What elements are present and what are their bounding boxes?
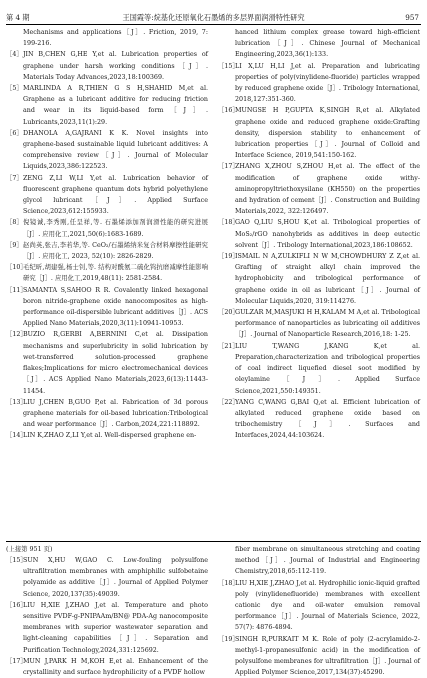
reference-text: LIU H,XIE J,ZHAO J,et al. Hydrophilic ionic-liquid grafted poly (vinylidenefluoride) membranes with excellent cationic dye and oil-water emulsion removal performance［J］. Journal of Materials Science, 2022, 57(7): 4876-4894. xyxy=(235,579,420,632)
reference-text: SINGH R,PURKAIT M K. Role of poly (2-acrylamido-2-methyl-1-propanesulfonic acid) in the modification of polysulfone membranes for ultrafiltration［J］. Journal of Applied Polymer Science,2017,134(37):45290. xyxy=(235,635,420,677)
reference-entry xyxy=(6,430,208,441)
reference-entry xyxy=(218,544,420,578)
reference-text: BUZIO R,GERBI A,BERNINI C,et al. Dissipation mechanisms and superlubricity in solid lubrication by wet-transferred solution-processed graphene flakes;Implications for micro electromechanical devices［J］. ACS Applied Nano Materials,2023,6(13):11443-11454. xyxy=(23,331,208,395)
continued-label: (上接第 951 页) xyxy=(6,546,53,553)
reference-entry xyxy=(6,555,208,600)
reference-text: LIN K,ZHAO Z,LI Y,et al. Well-dispersed graphene en- xyxy=(23,432,197,440)
reference-entry xyxy=(6,27,208,49)
reference-entry xyxy=(6,240,208,262)
reference-number: ［13］ xyxy=(6,398,27,406)
reference-number: ［17］ xyxy=(218,163,239,171)
page-number: 957 xyxy=(405,13,419,22)
reference-number: ［16］ xyxy=(6,601,27,609)
reference-text: fiber membrane on simultaneous stretching and coating method［J］. Journal of Industrial and Engineering Chemistry,2018,65:112-119. xyxy=(235,546,420,576)
reference-number: ［11］ xyxy=(6,286,27,294)
reference-number: ［18］ xyxy=(218,579,239,587)
reference-entry xyxy=(218,217,420,251)
reference-entry xyxy=(6,262,208,284)
reference-text: DHANOLA A,GAJRANI K K. Novel insights into graphene-based sustainable liquid lubricant additives: A comprehensive review［J］. Journal of Molecular Liquids,2023,386:122523. xyxy=(23,129,208,171)
reference-entry xyxy=(6,397,208,431)
reference-entry xyxy=(218,61,420,106)
reference-entry xyxy=(6,49,208,83)
reference-entry xyxy=(218,397,420,442)
reference-entry xyxy=(218,251,420,307)
reference-number: ［15］ xyxy=(6,557,27,564)
reference-number: ［10］ xyxy=(6,264,27,272)
reference-number: ［21］ xyxy=(218,342,239,350)
references-top-right xyxy=(218,27,420,442)
reference-text: SUN X,HU W,GAO C. Low-fouling polysulfone ultrafiltration membranes with amphiphilic sulfobetaine polyamide as additive［J］. Journal of Applied Polymer Science, 2020,137(35):49039. xyxy=(23,557,208,598)
reference-number: ［15］ xyxy=(218,62,239,70)
reference-text: MUNGSE H P,GUPTA K,SINGH R,et al. Alkylated graphene oxide and reduced graphene oxide:Grafting density, dispersion stability to enhancement of lubrication properties［J］. Journal of Colloid and Interface Science, 2019,541:150-162. xyxy=(235,107,420,160)
reference-text: JIN B,CHEN G,HE Y,et al. Lubrication properties of graphene under harsh working conditions［J］. Materials Today Advances,2023,18:100369. xyxy=(23,51,208,81)
reference-text: LI X,LU H,LI J,et al. Preparation and lubricating properties of poly(vinylidene-fluoride) particles wrapped by reduced graphene oxide［J］. Tribology International, 2018,127:351-360. xyxy=(235,62,420,104)
reference-number: ［18］ xyxy=(218,219,239,227)
reference-text: Mechanisms and applications［J］. Friction, 2019, 7: 199-216. xyxy=(23,29,208,48)
running-title: 王国霞等:烷基化还原氧化石墨烯的多层界面润滑特性研究 xyxy=(122,13,305,22)
reference-entry xyxy=(6,600,208,656)
reference-text: hanced lithium complex grease toward high-efficient lubrication［J］. Chinese Journal of Mechanical Engineering,2023,36(1):133. xyxy=(235,29,420,59)
reference-number: ［4］ xyxy=(6,51,23,59)
issue-number: 第 4 期 xyxy=(6,13,30,22)
reference-number: ［5］ xyxy=(6,85,23,93)
reference-text: 倪镜诚,李秀刚,任呈祥,等. 石墨烯添加剂润滑性能的研究进展［J］. 应用化工,2021,50(6):1683-1689. xyxy=(23,219,208,238)
reference-entry xyxy=(6,83,208,128)
reference-text: LIU T,WANG J,KANG K,et al. Preparation,characterization and tribological properties of coal indirect liquefied diesel soot modified by oleylamine［J］. Applied Surface Science,2021,550:149351. xyxy=(235,342,420,395)
reference-entry xyxy=(6,285,208,330)
reference-entry xyxy=(6,329,208,396)
references-top-left xyxy=(6,27,208,442)
reference-number: ［22］ xyxy=(218,398,239,406)
reference-number: ［9］ xyxy=(6,241,23,249)
reference-text: SAMANTA S,SAHOO R R. Covalently linked hexagonal boron nitride-graphene oxide nanocomposites as high-performance oil-dispersible lubricant additives［J］. ACS Applied Nano Materials,2020,3(11):10941-10953. xyxy=(23,286,208,328)
reference-entry xyxy=(6,173,208,218)
reference-entry xyxy=(6,217,208,239)
section-separator xyxy=(6,541,421,542)
reference-number: ［19］ xyxy=(218,253,239,261)
reference-text: ZENG Z,LI W,LI Y,et al. Lubrication behavior of fluorescent graphene quantum dots hybrid polyethylene glycol lubricant［J］. Applied Surface Science,2023,612:155933. xyxy=(23,174,208,216)
reference-entry xyxy=(218,27,420,61)
reference-text: 毛纪昕,胡建强,杨士钊,等. 结构对酰氨二硫化钨抗磨减摩性能影响研究［J］. 应用化工,2019,48(11): 2581-2584. xyxy=(23,264,208,283)
reference-number: ［8］ xyxy=(6,219,23,227)
reference-text: LIU J,CHEN B,GUO P,et al. Fabrication of 3d porous graphene materials for oil-based lubrication:Tribological and wear performance［J］. Carbon,2024,221:118892. xyxy=(23,398,208,429)
reference-entry xyxy=(6,656,208,678)
reference-text: 赵尚英,张吉,李若华,等. CeO₂/石墨烯纳米复合材料摩擦性能研究［J］. 应用化工, 2023, 52(10): 2826-2829. xyxy=(23,241,208,261)
header-rule xyxy=(6,24,421,25)
reference-text: GAO Q,LIU S,HOU K,et al. Tribological properties of MoS₂/rGO nanohybrids as additives in deep eutectic solvent［J］. Tribology International,2023,186:108652. xyxy=(235,219,420,249)
reference-number: ［16］ xyxy=(218,107,239,115)
reference-entry xyxy=(218,341,420,397)
reference-entry xyxy=(6,128,208,173)
references-bottom-right xyxy=(218,544,420,678)
reference-text: GULZAR M,MASJUKI H H,KALAM M A,et al. Tribological performance of nanoparticles as lubricating oil additives［J］. Journal of Nanoparticle Research,2016,18: 1-25. xyxy=(235,309,420,339)
references-bottom-left xyxy=(6,555,208,678)
reference-entry xyxy=(218,161,420,217)
reference-text: MARLINDA A R,THIEN G S H,SHAHID M,et al. Graphene as a lubricant additive for reducing friction and wear in its liquid-based form［J］. Lubricants,2023,11(1):29. xyxy=(23,85,208,126)
reference-text: YANG C,WANG G,BAI Q,et al. Efficient lubrication of alkylated reduced graphene oxide based on tribochemistry［J］. Surfaces and Interfaces,2024,44:103624. xyxy=(235,398,420,440)
reference-text: LIU H,XIE J,ZHAO J,et al. Temperature and photo sensitive PVDF-g-PNIPAAm/BN@ PDA-Ag nanocomposite membranes with superior wastewater separation and light-cleaning capabilities［J］. Separation and Purification Technology,2024,331:125692. xyxy=(23,601,208,654)
reference-number: ［7］ xyxy=(6,174,23,182)
reference-number: ［14］ xyxy=(6,432,27,440)
reference-number: ［12］ xyxy=(6,331,27,339)
reference-text: ZHANG X,ZHOU S,ZHOU H,et al. The effect of the modification of graphene oxide withy-aminopropyltriethoxysilane (KH550) on the properties and hydration of cement［J］. Construction and Building Materials,2022, 322:126497. xyxy=(235,163,420,216)
reference-entry xyxy=(218,578,420,634)
reference-text: ISMAIL N A,ZULKIFLI N W M,CHOWDHURY Z Z,et al. Grafting of straight alkyl chain improved the hydrophobicity and tribological performance of graphene oxide in oil as lubricant［J］. Journal of Molecular Liquids,2020, 319:114276. xyxy=(235,253,420,305)
reference-entry xyxy=(218,307,420,341)
reference-number: ［6］ xyxy=(6,129,23,137)
reference-text: MUN J,PARK H M,KOH E,et al. Enhancement of the crystallinity and surface hydrophilicity of a PVDF hollow xyxy=(23,657,208,677)
reference-number: ［17］ xyxy=(6,657,27,665)
reference-entry xyxy=(218,105,420,161)
running-header xyxy=(6,11,421,24)
reference-number: ［19］ xyxy=(218,635,239,643)
reference-number: ［20］ xyxy=(218,309,239,317)
